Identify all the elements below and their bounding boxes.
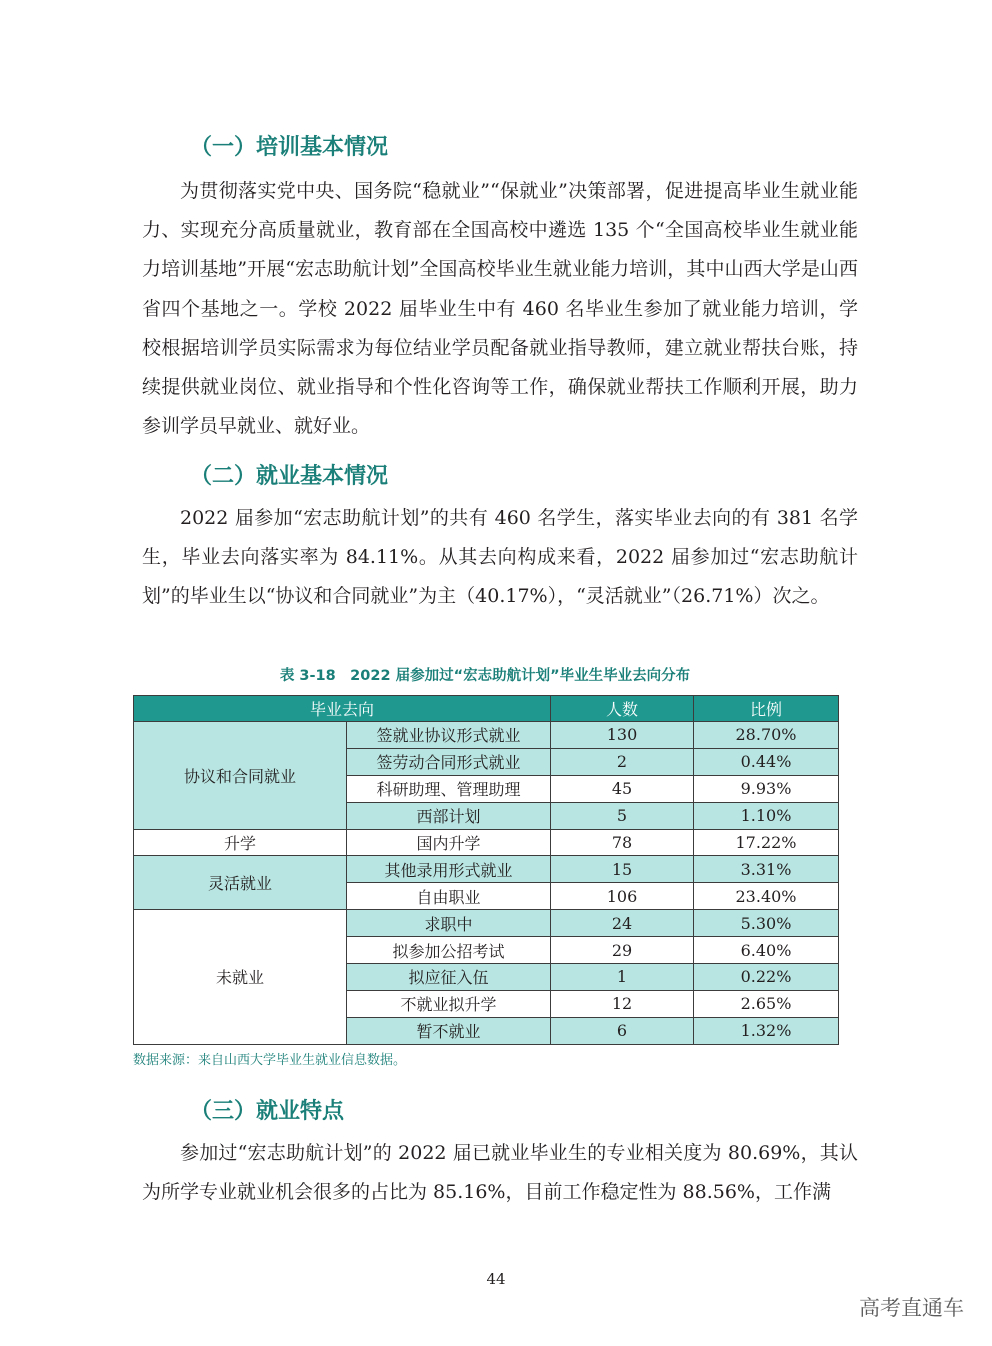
table-row: [134, 910, 839, 937]
header-destination: 毕业去向: [134, 696, 551, 722]
item-cell: 其他录用形式就业: [347, 856, 551, 883]
ratio-cell: 6.40%: [694, 937, 839, 964]
table-row: [134, 856, 839, 883]
watermark: 高考直通车: [859, 1296, 964, 1320]
item-cell: 西部计划: [347, 802, 551, 829]
count-cell: 6: [551, 1017, 694, 1044]
count-cell: 130: [551, 722, 694, 749]
category-cell: 协议和合同就业: [134, 722, 347, 830]
item-cell: 国内升学: [347, 829, 551, 856]
header-count: 人数: [551, 696, 694, 722]
count-cell: 24: [551, 910, 694, 937]
item-cell: 签劳动合同形式就业: [347, 748, 551, 775]
count-cell: 12: [551, 990, 694, 1017]
ratio-cell: 0.44%: [694, 748, 839, 775]
table-row: [134, 829, 839, 856]
ratio-cell: 9.93%: [694, 775, 839, 802]
item-cell: 拟应征入伍: [347, 964, 551, 991]
item-cell: 暂不就业: [347, 1017, 551, 1044]
count-cell: 2: [551, 748, 694, 775]
ratio-cell: 2.65%: [694, 990, 839, 1017]
item-cell: 自由职业: [347, 883, 551, 910]
table-body: [134, 722, 839, 1045]
ratio-cell: 5.30%: [694, 910, 839, 937]
count-cell: 78: [551, 829, 694, 856]
section2-heading: （二）就业基本情况: [190, 464, 389, 489]
table-row: [134, 722, 839, 749]
source-note: 数据来源：来自山西大学毕业生就业信息数据。: [133, 1053, 407, 1068]
ratio-cell: 3.31%: [694, 856, 839, 883]
category-cell: 升学: [134, 829, 347, 856]
item-cell: 拟参加公招考试: [347, 937, 551, 964]
count-cell: 45: [551, 775, 694, 802]
ratio-cell: 28.70%: [694, 722, 839, 749]
count-cell: 15: [551, 856, 694, 883]
category-cell: 未就业: [134, 910, 347, 1044]
section2-paragraph: 2022 届参加“宏志助航计划”的共有 460 名学生，落实毕业去向的有 381 名学生，毕业去向落实率为 84.11%。从其去向构成来看，2022 届参加过“宏志助航计划”的毕业生以“协议和合同就业”为主（40.17%），“灵活就业”（26.71%）次之。: [142, 507, 858, 608]
item-cell: 不就业拟升学: [347, 990, 551, 1017]
count-cell: 5: [551, 802, 694, 829]
section1-paragraph: 为贯彻落实党中央、国务院“稳就业”“保就业”决策部署，促进提高毕业生就业能力、实现充分高质量就业，教育部在全国高校中遴选 135 个“全国高校毕业生就业能力培训基地”开展“宏志助航计划”全国高校毕业生就业能力培训，其中山西大学是山西省四个基地之一。学校 2022 届毕业生中有 460 名毕业生参加了就业能力培训，学校根据培训学员实际需求为每位结业学员配备就业指导教师，建立就业帮扶台账，持续提供就业岗位、就业指导和个性化咨询等工作，确保就业帮扶工作顺利开展，助力参训学员早就业、就好业。: [142, 180, 858, 438]
item-cell: 科研助理、管理助理: [347, 775, 551, 802]
ratio-cell: 1.32%: [694, 1017, 839, 1044]
section3-paragraph: 参加过“宏志助航计划”的 2022 届已就业毕业生的专业相关度为 80.69%，其认为所学专业就业机会很多的占比为 85.16%，目前工作稳定性为 88.56%，工作满: [142, 1142, 858, 1204]
table-caption: 表 3-18 2022 届参加过“宏志助航计划”毕业生毕业去向分布: [279, 668, 691, 684]
count-cell: 1: [551, 964, 694, 991]
item-cell: 求职中: [347, 910, 551, 937]
ratio-cell: 1.10%: [694, 802, 839, 829]
count-cell: 29: [551, 937, 694, 964]
count-cell: 106: [551, 883, 694, 910]
section1-heading: （一）培训基本情况: [190, 135, 389, 160]
destination-table: [133, 695, 839, 1045]
section3-heading: （三）就业特点: [190, 1099, 345, 1124]
ratio-cell: 23.40%: [694, 883, 839, 910]
ratio-cell: 0.22%: [694, 964, 839, 991]
table-header-row: [134, 696, 839, 722]
page-number: 44: [486, 1270, 506, 1288]
header-ratio: 比例: [694, 696, 839, 722]
ratio-cell: 17.22%: [694, 829, 839, 856]
category-cell: 灵活就业: [134, 856, 347, 910]
item-cell: 签就业协议形式就业: [347, 722, 551, 749]
